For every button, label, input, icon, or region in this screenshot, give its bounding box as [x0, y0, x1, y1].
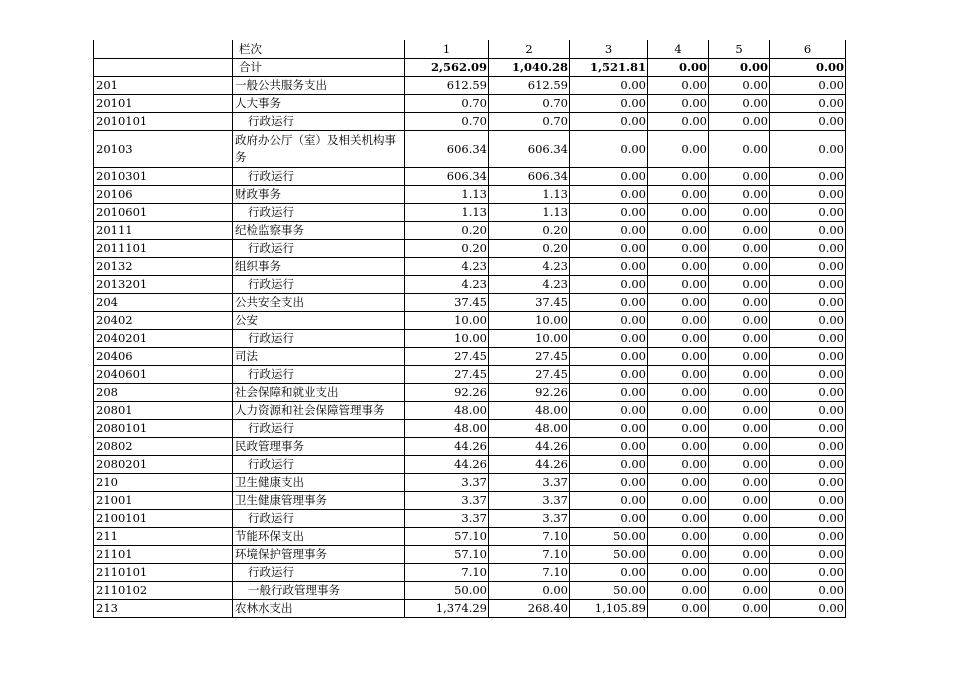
- header-col-3: 3: [570, 40, 648, 59]
- row-value-4: 0.00: [648, 384, 709, 402]
- row-code: 210: [94, 474, 233, 492]
- total-code-cell: [94, 59, 233, 77]
- row-code: 20111: [94, 222, 233, 240]
- row-name: 节能环保支出: [233, 528, 405, 546]
- table-row: [94, 402, 846, 420]
- row-code: 2011101: [94, 240, 233, 258]
- row-value-4: 0.00: [648, 348, 709, 366]
- row-value-3: 0.00: [570, 348, 648, 366]
- row-value-4: 0.00: [648, 131, 709, 168]
- row-value-5: 0.00: [709, 222, 770, 240]
- row-value-6: 0.00: [770, 456, 846, 474]
- row-value-4: 0.00: [648, 168, 709, 186]
- row-value-6: 0.00: [770, 276, 846, 294]
- row-value-3: 0.00: [570, 258, 648, 276]
- row-value-6: 0.00: [770, 600, 846, 618]
- row-value-2: 0.70: [489, 113, 570, 131]
- row-name: 人大事务: [233, 95, 405, 113]
- header-col-2: 2: [489, 40, 570, 59]
- row-value-5: 0.00: [709, 510, 770, 528]
- budget-expenditure-table: [93, 40, 846, 618]
- row-value-5: 0.00: [709, 276, 770, 294]
- row-value-6: 0.00: [770, 402, 846, 420]
- row-code: 20802: [94, 438, 233, 456]
- row-value-4: 0.00: [648, 77, 709, 95]
- row-value-1: 4.23: [405, 258, 489, 276]
- row-value-2: 3.37: [489, 474, 570, 492]
- row-value-3: 0.00: [570, 312, 648, 330]
- row-value-1: 612.59: [405, 77, 489, 95]
- row-value-3: 0.00: [570, 77, 648, 95]
- table-row: [94, 546, 846, 564]
- row-value-4: 0.00: [648, 546, 709, 564]
- row-value-4: 0.00: [648, 402, 709, 420]
- row-value-2: 4.23: [489, 258, 570, 276]
- row-value-2: 44.26: [489, 438, 570, 456]
- row-value-3: 0.00: [570, 420, 648, 438]
- row-value-1: 44.26: [405, 456, 489, 474]
- row-value-6: 0.00: [770, 366, 846, 384]
- row-name: 行政运行: [233, 168, 405, 186]
- total-label: 合计: [233, 59, 405, 77]
- row-value-3: 0.00: [570, 510, 648, 528]
- table-row: [94, 276, 846, 294]
- row-value-5: 0.00: [709, 582, 770, 600]
- table-row: [94, 474, 846, 492]
- row-value-4: 0.00: [648, 204, 709, 222]
- table-row: [94, 582, 846, 600]
- row-value-1: 606.34: [405, 131, 489, 168]
- row-value-5: 0.00: [709, 348, 770, 366]
- row-value-2: 0.00: [489, 582, 570, 600]
- row-value-5: 0.00: [709, 258, 770, 276]
- row-value-6: 0.00: [770, 95, 846, 113]
- row-code: 2110101: [94, 564, 233, 582]
- table-row: [94, 564, 846, 582]
- row-value-6: 0.00: [770, 492, 846, 510]
- table-row: [94, 492, 846, 510]
- row-value-6: 0.00: [770, 204, 846, 222]
- row-value-1: 50.00: [405, 582, 489, 600]
- row-value-5: 0.00: [709, 438, 770, 456]
- row-value-4: 0.00: [648, 95, 709, 113]
- table-row: [94, 294, 846, 312]
- row-value-3: 50.00: [570, 582, 648, 600]
- row-value-5: 0.00: [709, 204, 770, 222]
- table-row: [94, 131, 846, 168]
- row-value-2: 10.00: [489, 330, 570, 348]
- table-row: [94, 204, 846, 222]
- row-value-1: 10.00: [405, 330, 489, 348]
- table-row: [94, 366, 846, 384]
- row-name: 行政运行: [233, 420, 405, 438]
- row-value-5: 0.00: [709, 420, 770, 438]
- row-value-3: 0.00: [570, 492, 648, 510]
- row-code: 201: [94, 77, 233, 95]
- row-code: 2013201: [94, 276, 233, 294]
- row-value-5: 0.00: [709, 294, 770, 312]
- row-name: 司法: [233, 348, 405, 366]
- row-value-2: 92.26: [489, 384, 570, 402]
- row-value-3: 0.00: [570, 456, 648, 474]
- table-row: [94, 95, 846, 113]
- row-value-6: 0.00: [770, 510, 846, 528]
- table-row: [94, 222, 846, 240]
- row-value-5: 0.00: [709, 384, 770, 402]
- row-name: 卫生健康管理事务: [233, 492, 405, 510]
- row-value-2: 4.23: [489, 276, 570, 294]
- row-code: 2010101: [94, 113, 233, 131]
- row-code: 213: [94, 600, 233, 618]
- row-value-3: 50.00: [570, 546, 648, 564]
- row-value-5: 0.00: [709, 366, 770, 384]
- row-value-2: 44.26: [489, 456, 570, 474]
- header-row: [94, 40, 846, 59]
- header-label: 栏次: [233, 40, 405, 59]
- row-name: 民政管理事务: [233, 438, 405, 456]
- row-value-4: 0.00: [648, 438, 709, 456]
- row-value-1: 3.37: [405, 510, 489, 528]
- row-code: 2040201: [94, 330, 233, 348]
- row-name: 纪检监察事务: [233, 222, 405, 240]
- row-value-2: 0.20: [489, 240, 570, 258]
- row-value-3: 0.00: [570, 330, 648, 348]
- row-value-6: 0.00: [770, 582, 846, 600]
- row-value-4: 0.00: [648, 600, 709, 618]
- table-row: [94, 420, 846, 438]
- row-value-4: 0.00: [648, 312, 709, 330]
- total-value-2: 1,040.28: [489, 59, 570, 77]
- row-value-4: 0.00: [648, 366, 709, 384]
- row-name: 一般公共服务支出: [233, 77, 405, 95]
- row-value-1: 606.34: [405, 168, 489, 186]
- row-name: 公共安全支出: [233, 294, 405, 312]
- row-name: 卫生健康支出: [233, 474, 405, 492]
- row-value-6: 0.00: [770, 474, 846, 492]
- row-value-6: 0.00: [770, 528, 846, 546]
- table-row: [94, 258, 846, 276]
- row-value-6: 0.00: [770, 294, 846, 312]
- row-value-6: 0.00: [770, 240, 846, 258]
- row-value-1: 0.70: [405, 113, 489, 131]
- row-value-2: 612.59: [489, 77, 570, 95]
- row-value-4: 0.00: [648, 510, 709, 528]
- row-value-5: 0.00: [709, 113, 770, 131]
- row-value-3: 0.00: [570, 168, 648, 186]
- row-code: 211: [94, 528, 233, 546]
- row-value-6: 0.00: [770, 113, 846, 131]
- table-row: [94, 456, 846, 474]
- row-value-5: 0.00: [709, 186, 770, 204]
- row-value-3: 0.00: [570, 366, 648, 384]
- row-value-2: 48.00: [489, 402, 570, 420]
- row-value-2: 7.10: [489, 528, 570, 546]
- row-value-3: 0.00: [570, 564, 648, 582]
- row-value-4: 0.00: [648, 258, 709, 276]
- row-value-1: 3.37: [405, 492, 489, 510]
- total-value-6: 0.00: [770, 59, 846, 77]
- row-code: 21101: [94, 546, 233, 564]
- row-value-1: 27.45: [405, 348, 489, 366]
- row-value-2: 3.37: [489, 492, 570, 510]
- row-value-2: 0.20: [489, 222, 570, 240]
- row-code: 20402: [94, 312, 233, 330]
- row-value-2: 37.45: [489, 294, 570, 312]
- table-row: [94, 77, 846, 95]
- row-name: 财政事务: [233, 186, 405, 204]
- row-value-4: 0.00: [648, 456, 709, 474]
- total-value-1: 2,562.09: [405, 59, 489, 77]
- row-code: 21001: [94, 492, 233, 510]
- row-value-4: 0.00: [648, 474, 709, 492]
- row-value-5: 0.00: [709, 600, 770, 618]
- row-value-4: 0.00: [648, 330, 709, 348]
- row-name: 组织事务: [233, 258, 405, 276]
- row-value-3: 0.00: [570, 222, 648, 240]
- row-name: 行政运行: [233, 510, 405, 528]
- row-value-5: 0.00: [709, 546, 770, 564]
- row-value-6: 0.00: [770, 312, 846, 330]
- row-value-2: 1.13: [489, 204, 570, 222]
- row-value-4: 0.00: [648, 294, 709, 312]
- row-value-4: 0.00: [648, 582, 709, 600]
- row-code: 2010601: [94, 204, 233, 222]
- row-value-3: 0.00: [570, 276, 648, 294]
- table-row: [94, 186, 846, 204]
- row-value-1: 10.00: [405, 312, 489, 330]
- row-code: 208: [94, 384, 233, 402]
- row-value-6: 0.00: [770, 348, 846, 366]
- row-name: 社会保障和就业支出: [233, 384, 405, 402]
- row-value-3: 50.00: [570, 528, 648, 546]
- row-name: 一般行政管理事务: [233, 582, 405, 600]
- row-value-4: 0.00: [648, 564, 709, 582]
- header-col-4: 4: [648, 40, 709, 59]
- row-value-1: 48.00: [405, 402, 489, 420]
- row-value-1: 48.00: [405, 420, 489, 438]
- row-value-5: 0.00: [709, 330, 770, 348]
- row-value-1: 0.20: [405, 240, 489, 258]
- total-value-3: 1,521.81: [570, 59, 648, 77]
- table-row: [94, 168, 846, 186]
- row-value-6: 0.00: [770, 168, 846, 186]
- table-row: [94, 528, 846, 546]
- row-value-1: 37.45: [405, 294, 489, 312]
- row-name: 行政运行: [233, 366, 405, 384]
- row-value-6: 0.00: [770, 131, 846, 168]
- table-row: [94, 510, 846, 528]
- row-value-3: 0.00: [570, 384, 648, 402]
- row-value-3: 0.00: [570, 438, 648, 456]
- total-row: [94, 59, 846, 77]
- row-code: 2100101: [94, 510, 233, 528]
- row-code: 2080101: [94, 420, 233, 438]
- row-value-1: 44.26: [405, 438, 489, 456]
- row-value-2: 7.10: [489, 546, 570, 564]
- row-name: 人力资源和社会保障管理事务: [233, 402, 405, 420]
- row-value-3: 0.00: [570, 186, 648, 204]
- row-value-5: 0.00: [709, 528, 770, 546]
- row-value-4: 0.00: [648, 113, 709, 131]
- row-value-5: 0.00: [709, 492, 770, 510]
- row-name: 农林水支出: [233, 600, 405, 618]
- row-value-5: 0.00: [709, 312, 770, 330]
- row-code: 20106: [94, 186, 233, 204]
- row-name: 公安: [233, 312, 405, 330]
- row-value-4: 0.00: [648, 420, 709, 438]
- row-value-1: 7.10: [405, 564, 489, 582]
- row-value-4: 0.00: [648, 222, 709, 240]
- table-row: [94, 600, 846, 618]
- row-value-3: 0.00: [570, 131, 648, 168]
- row-value-2: 606.34: [489, 131, 570, 168]
- row-code: 20801: [94, 402, 233, 420]
- row-value-2: 10.00: [489, 312, 570, 330]
- row-value-3: 0.00: [570, 95, 648, 113]
- row-value-1: 0.70: [405, 95, 489, 113]
- row-value-5: 0.00: [709, 240, 770, 258]
- row-value-5: 0.00: [709, 95, 770, 113]
- row-value-5: 0.00: [709, 77, 770, 95]
- table-row: [94, 240, 846, 258]
- row-code: 2010301: [94, 168, 233, 186]
- row-value-2: 1.13: [489, 186, 570, 204]
- row-value-4: 0.00: [648, 186, 709, 204]
- row-value-4: 0.00: [648, 528, 709, 546]
- row-value-6: 0.00: [770, 420, 846, 438]
- row-value-3: 0.00: [570, 113, 648, 131]
- row-value-4: 0.00: [648, 492, 709, 510]
- header-col-1: 1: [405, 40, 489, 59]
- row-value-3: 1,105.89: [570, 600, 648, 618]
- header-col-5: 5: [709, 40, 770, 59]
- row-value-5: 0.00: [709, 456, 770, 474]
- total-value-4: 0.00: [648, 59, 709, 77]
- row-value-6: 0.00: [770, 330, 846, 348]
- row-value-3: 0.00: [570, 294, 648, 312]
- row-value-6: 0.00: [770, 564, 846, 582]
- row-name: 行政运行: [233, 330, 405, 348]
- row-value-3: 0.00: [570, 402, 648, 420]
- row-value-6: 0.00: [770, 77, 846, 95]
- row-value-2: 27.45: [489, 348, 570, 366]
- header-code-cell: [94, 40, 233, 59]
- table-row: [94, 348, 846, 366]
- row-value-3: 0.00: [570, 204, 648, 222]
- table-row: [94, 113, 846, 131]
- row-name: 行政运行: [233, 456, 405, 474]
- row-value-1: 3.37: [405, 474, 489, 492]
- row-code: 204: [94, 294, 233, 312]
- row-value-1: 57.10: [405, 546, 489, 564]
- row-name: 行政运行: [233, 564, 405, 582]
- row-name: 政府办公厅（室）及相关机构事务: [233, 131, 405, 168]
- row-value-5: 0.00: [709, 474, 770, 492]
- row-value-6: 0.00: [770, 186, 846, 204]
- row-value-2: 48.00: [489, 420, 570, 438]
- row-value-5: 0.00: [709, 131, 770, 168]
- table-row: [94, 384, 846, 402]
- row-value-6: 0.00: [770, 222, 846, 240]
- table-row: [94, 312, 846, 330]
- table-row: [94, 438, 846, 456]
- row-code: 20132: [94, 258, 233, 276]
- row-code: 20103: [94, 131, 233, 168]
- row-name: 行政运行: [233, 204, 405, 222]
- row-value-1: 57.10: [405, 528, 489, 546]
- row-code: 20406: [94, 348, 233, 366]
- row-value-5: 0.00: [709, 168, 770, 186]
- row-value-1: 4.23: [405, 276, 489, 294]
- row-code: 20101: [94, 95, 233, 113]
- row-value-2: 606.34: [489, 168, 570, 186]
- row-value-5: 0.00: [709, 402, 770, 420]
- total-value-5: 0.00: [709, 59, 770, 77]
- row-name: 行政运行: [233, 113, 405, 131]
- row-value-1: 1.13: [405, 186, 489, 204]
- row-value-1: 1.13: [405, 204, 489, 222]
- row-value-2: 0.70: [489, 95, 570, 113]
- row-value-6: 0.00: [770, 258, 846, 276]
- row-value-4: 0.00: [648, 240, 709, 258]
- row-value-4: 0.00: [648, 276, 709, 294]
- row-code: 2110102: [94, 582, 233, 600]
- row-value-6: 0.00: [770, 384, 846, 402]
- row-value-2: 3.37: [489, 510, 570, 528]
- row-code: 2040601: [94, 366, 233, 384]
- row-value-3: 0.00: [570, 240, 648, 258]
- row-name: 行政运行: [233, 240, 405, 258]
- row-value-1: 27.45: [405, 366, 489, 384]
- row-value-6: 0.00: [770, 546, 846, 564]
- row-value-2: 7.10: [489, 564, 570, 582]
- row-value-2: 27.45: [489, 366, 570, 384]
- row-name: 行政运行: [233, 276, 405, 294]
- row-value-3: 0.00: [570, 474, 648, 492]
- row-value-6: 0.00: [770, 438, 846, 456]
- row-name: 环境保护管理事务: [233, 546, 405, 564]
- row-value-1: 0.20: [405, 222, 489, 240]
- row-value-1: 1,374.29: [405, 600, 489, 618]
- header-col-6: 6: [770, 40, 846, 59]
- row-value-2: 268.40: [489, 600, 570, 618]
- row-value-1: 92.26: [405, 384, 489, 402]
- row-code: 2080201: [94, 456, 233, 474]
- row-value-5: 0.00: [709, 564, 770, 582]
- table-row: [94, 330, 846, 348]
